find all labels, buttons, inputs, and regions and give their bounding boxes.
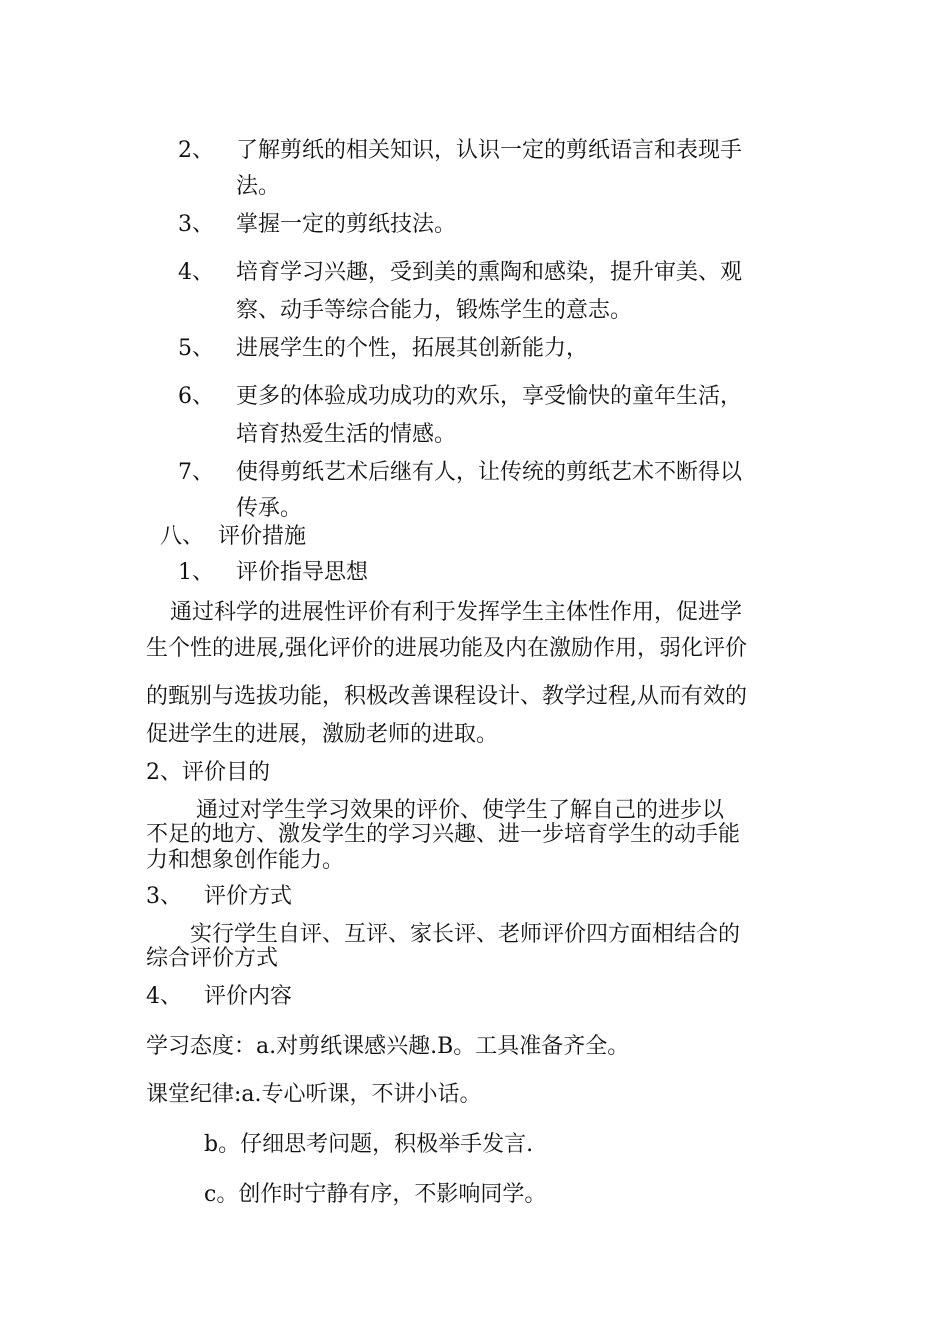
paragraph-line: 实行学生自评、互评、家长评、老师评价四方面相结合的 bbox=[190, 922, 741, 947]
subsection-heading: 评价内容 bbox=[204, 984, 293, 1009]
item-text-line: 使得剪纸艺术后继有人，让传统的剪纸艺术不断得以 bbox=[236, 460, 743, 485]
paragraph-line: 通过科学的进展性评价有利于发挥学生主体性作用，促进学 bbox=[170, 600, 743, 625]
item-number: 5、 bbox=[178, 336, 214, 361]
content-line: 学习态度：a.对剪纸课感兴趣.B。工具准备齐全。 bbox=[146, 1034, 630, 1059]
paragraph-line: 综合评价方式 bbox=[146, 946, 279, 971]
item-text-line: 掌握一定的剪纸技法。 bbox=[236, 212, 457, 237]
paragraph-line: 促进学生的进展，激励老师的进取。 bbox=[146, 722, 499, 747]
content-line: 课堂纪律:a.专心听课，不讲小话。 bbox=[146, 1082, 482, 1107]
subsection-heading: 2、评价目的 bbox=[146, 760, 270, 785]
item-number: 7、 bbox=[178, 460, 214, 485]
item-text-line: 了解剪纸的相关知识，认识一定的剪纸语言和表现手 bbox=[236, 138, 743, 163]
item-text-line: 传承。 bbox=[236, 496, 303, 521]
item-number: 4、 bbox=[178, 260, 214, 285]
item-number: 2、 bbox=[178, 138, 214, 163]
content-line: b。仔细思考问题，积极举手发言. bbox=[204, 1132, 534, 1157]
section-number: 八、 bbox=[160, 524, 205, 549]
item-text-line: 培育学习兴趣，受到美的熏陶和感染，提升审美、观 bbox=[236, 260, 743, 285]
item-text-line: 更多的体验成功成功的欢乐，享受愉快的童年生活， bbox=[236, 384, 743, 409]
paragraph-line: 通过对学生学习效果的评价、使学生了解自己的进步以 bbox=[196, 798, 725, 823]
subsection-heading: 评价方式 bbox=[204, 884, 293, 909]
item-number: 3、 bbox=[178, 212, 214, 237]
paragraph-line: 不足的地方、激发学生的学习兴趣、进一步培育学生的动手能 bbox=[146, 822, 741, 847]
subsection-heading: 评价指导思想 bbox=[236, 560, 369, 585]
paragraph-line: 生个性的进展,强化评价的进展功能及内在激励作用，弱化评价 bbox=[146, 636, 747, 661]
subsection-number: 3、 bbox=[146, 884, 182, 909]
item-text-line: 法。 bbox=[236, 174, 281, 199]
paragraph-line: 的甄别与选拔功能，积极改善课程设计、教学过程,从而有效的 bbox=[146, 684, 747, 709]
item-text-line: 察、动手等综合能力，锻炼学生的意志。 bbox=[236, 298, 633, 323]
paragraph-line: 力和想象创作能力。 bbox=[146, 848, 345, 873]
section-heading: 评价措施 bbox=[218, 524, 307, 549]
item-text-line: 进展学生的个性，拓展其创新能力， bbox=[236, 336, 589, 361]
content-line: c。创作时宁静有序，不影响同学。 bbox=[204, 1182, 547, 1207]
item-number: 6、 bbox=[178, 384, 214, 409]
item-text-line: 培育热爱生活的情感。 bbox=[236, 422, 457, 447]
subsection-number: 4、 bbox=[146, 984, 182, 1009]
subsection-number: 1、 bbox=[178, 560, 214, 585]
